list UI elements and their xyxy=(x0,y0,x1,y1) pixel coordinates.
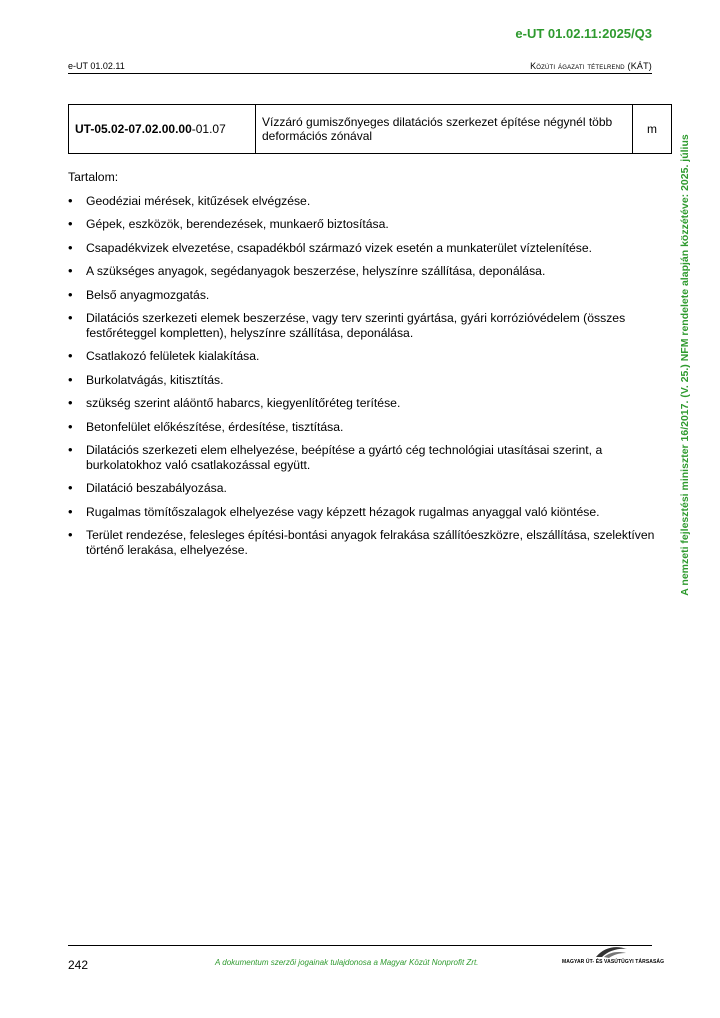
list-item: • Dilatációs szerkezeti elemek beszerzése, vagy terv szerinti gyártása, gyári korrózióvédelem (összes festőréteggel kompletten), helyszínre szállítása, deponálása. xyxy=(68,311,658,340)
content-list xyxy=(68,194,658,558)
header-right: Közúti ágazati tételrend (KÁT) xyxy=(530,61,652,71)
list-item: • Burkolatvágás, kitisztítás. xyxy=(68,373,658,388)
logo-text: MAGYAR ÚT- ÉS VASÚTÜGYI TÁRSASÁG xyxy=(562,959,665,965)
society-logo xyxy=(562,945,665,971)
header-left: e-UT 01.02.11 xyxy=(68,61,125,71)
item-table xyxy=(68,104,672,154)
side-note xyxy=(680,100,690,630)
content-title: Tartalom: xyxy=(68,170,119,184)
item-code-suffix: -01.07 xyxy=(191,122,226,136)
logo-swoosh-icon xyxy=(594,945,628,959)
item-description: Vízzáró gumiszőnyeges dilatációs szerkezet építése négynél több deformációs zónával xyxy=(256,105,633,154)
item-code xyxy=(69,105,256,154)
item-row xyxy=(69,105,672,154)
document-code: e-UT 01.02.11:2025/Q3 xyxy=(515,26,652,41)
list-item: • Gépek, eszközök, berendezések, munkaerő biztosítása. xyxy=(68,217,658,232)
list-item: • Geodéziai mérések, kitűzések elvégzése. xyxy=(68,194,658,209)
content-section xyxy=(68,170,658,566)
list-item: • Rugalmas tömítőszalagok elhelyezése vagy képzett hézagok rugalmas anyaggal való kiöntése. xyxy=(68,505,658,520)
copyright-notice: A dokumentum szerzői jogainak tulajdonosa a Magyar Közút Nonprofit Zrt. xyxy=(215,958,479,967)
list-item: • A szükséges anyagok, segédanyagok beszerzése, helyszínre szállítása, deponálása. xyxy=(68,264,658,279)
list-item: • Dilatáció beszabályozása. xyxy=(68,481,658,496)
list-item: • Dilatációs szerkezeti elem elhelyezése, beépítése a gyártó cég technológiai utasításai szerint, a burkolatokhoz való csatlakozással együtt. xyxy=(68,443,658,472)
item-code-main: UT-05.02-07.02.00.00 xyxy=(75,122,192,136)
side-note-text: A nemzeti fejlesztési miniszter 16/2017. (V. 25.) NFM rendelete alapján közzétéve: 2025. július xyxy=(679,134,691,596)
list-item: • Terület rendezése, felesleges építési-bontási anyagok felrakása szállítóeszközre, elszállítása, szelektíven történő lerakása, elhelyezése. xyxy=(68,528,658,557)
list-item: • Betonfelület előkészítése, érdesítése, tisztítása. xyxy=(68,420,658,435)
list-item: • Csatlakozó felületek kialakítása. xyxy=(68,349,658,364)
page-number: 242 xyxy=(68,958,89,972)
list-item: • Belső anyagmozgatás. xyxy=(68,288,658,303)
page-header xyxy=(68,57,652,74)
list-item: • Csapadékvizek elvezetése, csapadékból származó vizek esetén a munkaterület víztelenítése. xyxy=(68,241,658,256)
list-item: • szükség szerint aláöntő habarcs, kiegyenlítőréteg terítése. xyxy=(68,396,658,411)
item-unit: m xyxy=(633,105,672,154)
